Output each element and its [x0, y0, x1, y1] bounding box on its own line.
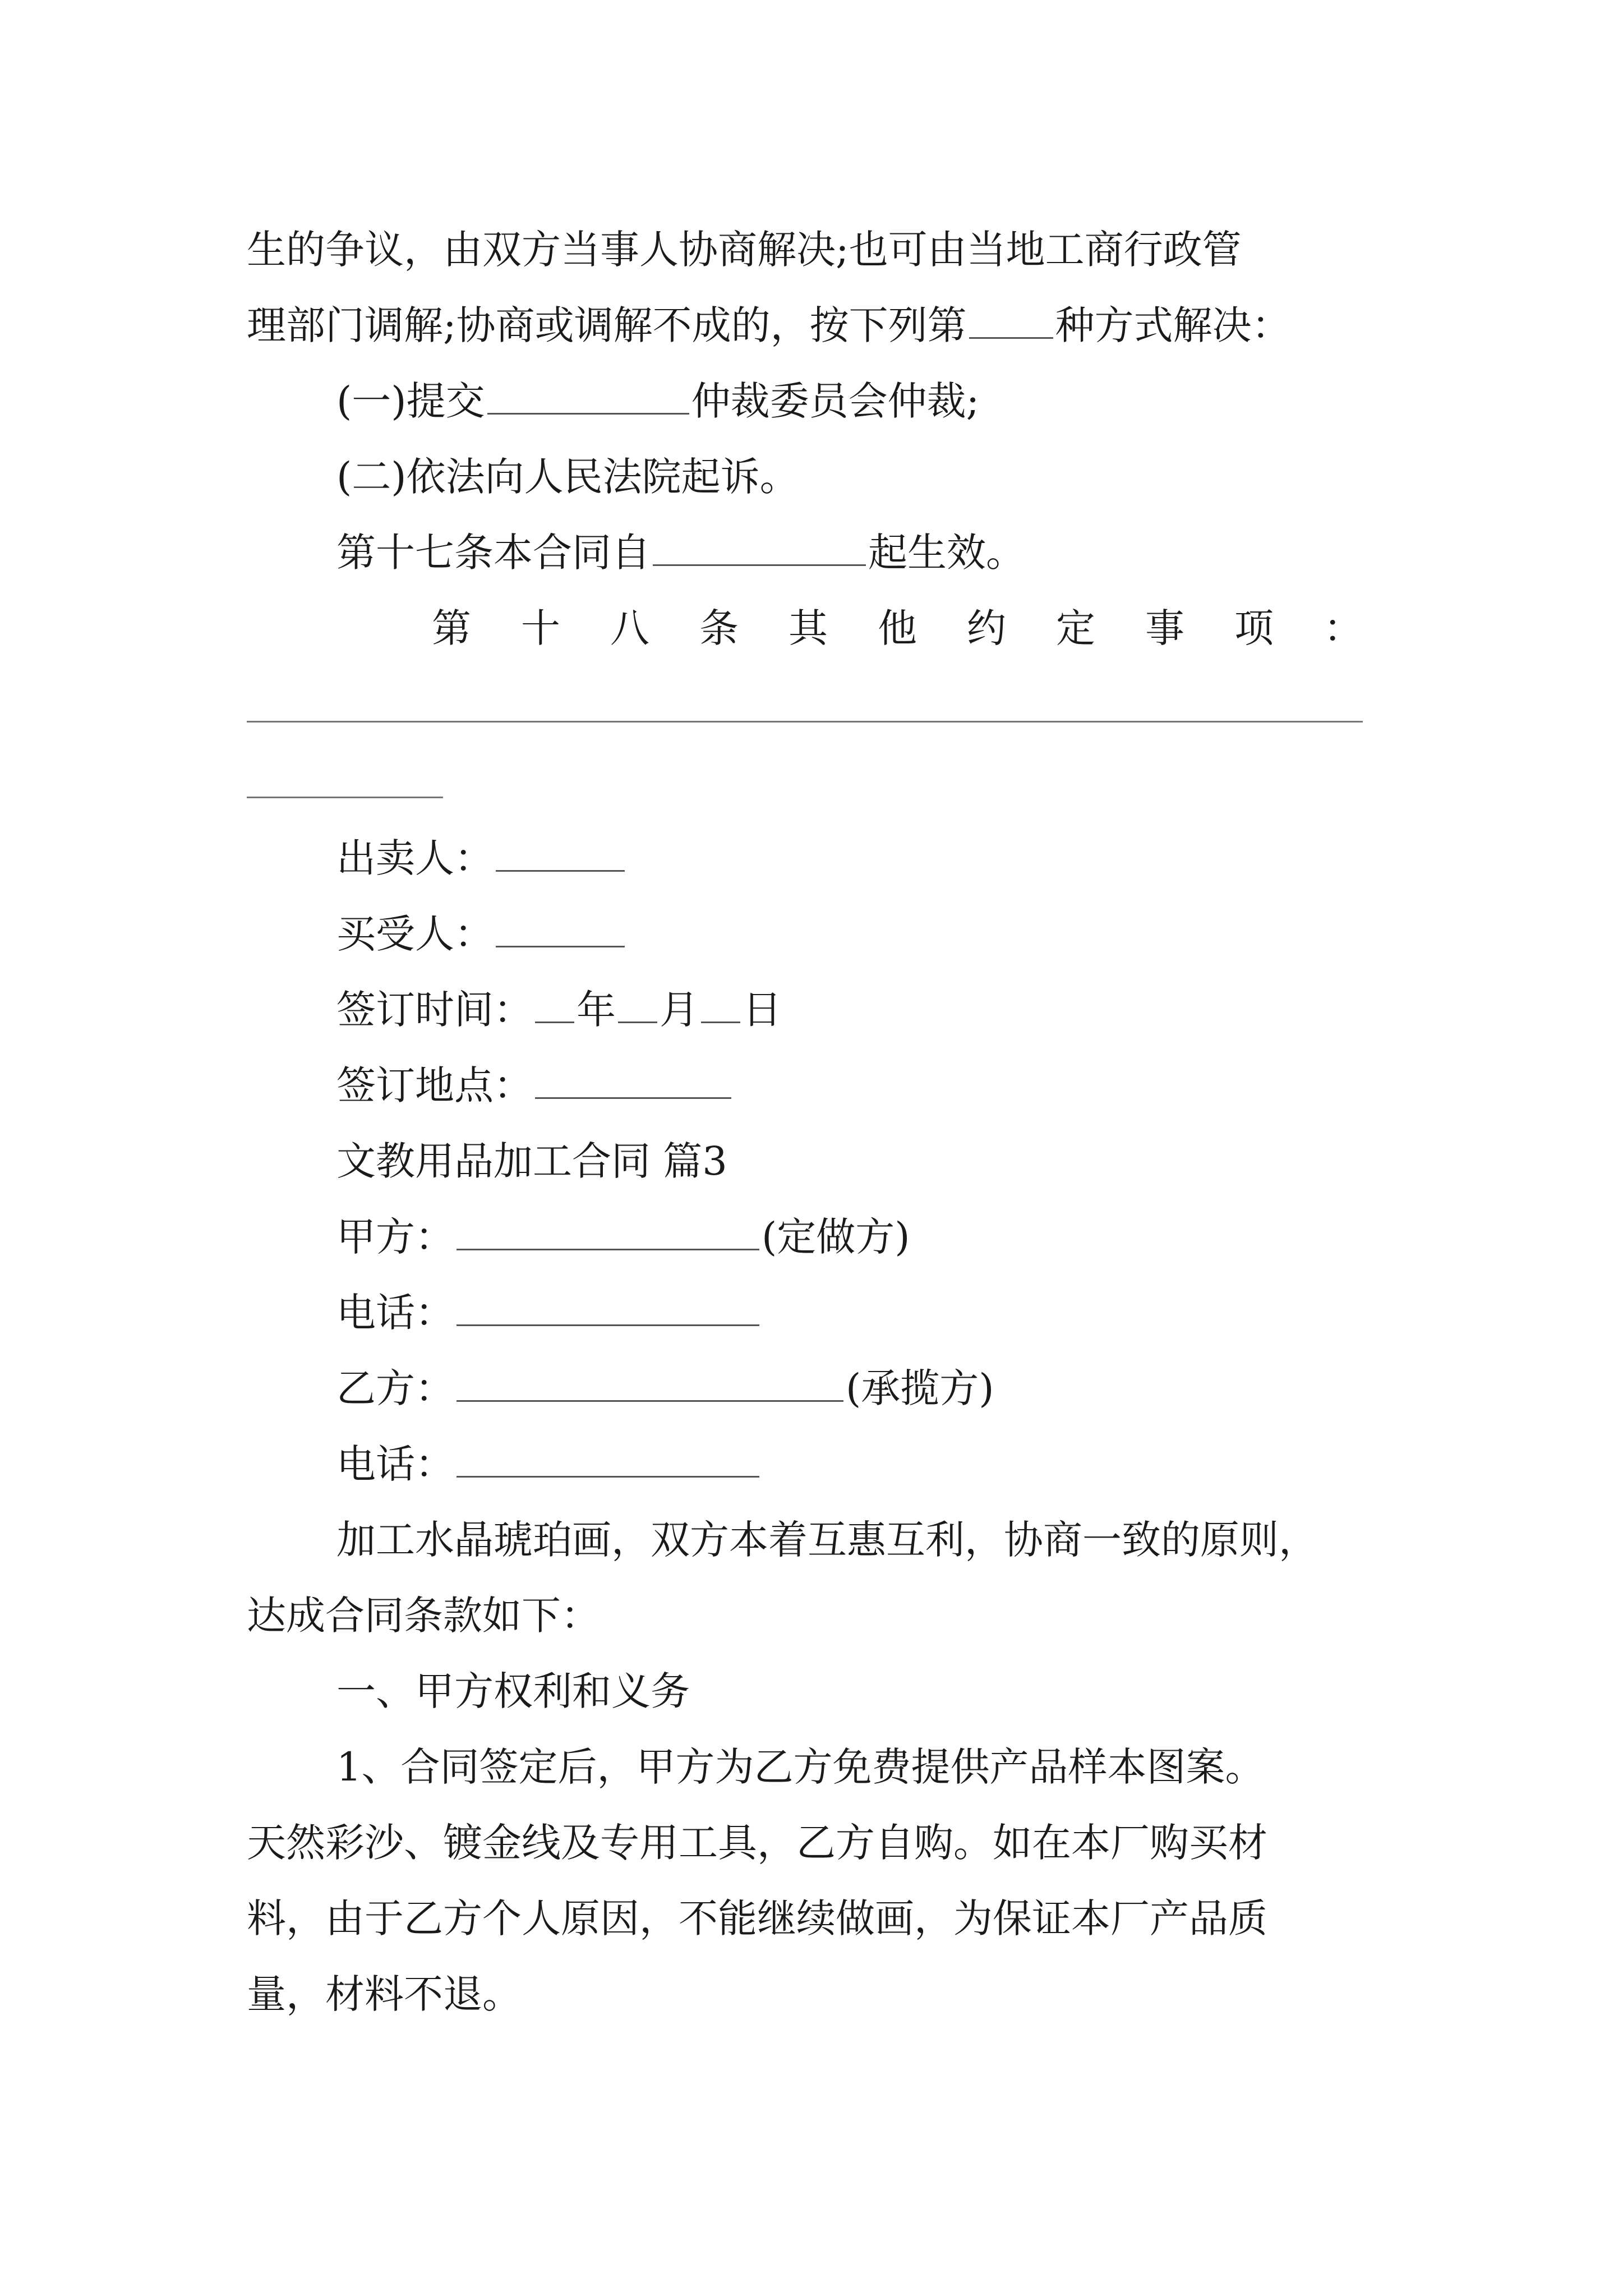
party-a-role: (定做方)	[762, 1214, 910, 1260]
section-title	[336, 1133, 727, 1189]
text-line	[336, 1512, 1318, 1568]
text-line	[247, 1815, 1267, 1871]
text-line	[247, 1966, 522, 2022]
spaced-char: 十	[521, 605, 560, 651]
spaced-char: 约	[967, 605, 1006, 651]
month-label: 月	[660, 987, 699, 1033]
buyer-line	[336, 906, 627, 962]
party-b-line	[336, 1360, 994, 1416]
text-span: 起生效。	[868, 530, 1025, 576]
fill-blank	[535, 989, 574, 1023]
text-span: 种方式解决：	[1055, 302, 1291, 348]
text-span: 量，材料不退。	[247, 1971, 522, 2017]
seller-label: 出卖人：	[336, 835, 494, 881]
seller-line	[336, 830, 627, 886]
sign-place-label: 签订地点：	[336, 1062, 533, 1108]
fill-blank	[535, 1065, 731, 1099]
text-span: 1、合同签定后，甲方为乙方免费提供产品样本图案。	[336, 1744, 1265, 1790]
text-span: 生的争议，由双方当事人协商解决;也可由当地工商行政管	[247, 227, 1242, 273]
spaced-char: 条	[699, 605, 739, 651]
heading-text: 一、甲方权利和义务	[336, 1668, 690, 1714]
day-label: 日	[743, 987, 782, 1033]
spaced-char: 事	[1145, 605, 1184, 651]
spaced-char: 八	[610, 605, 649, 651]
sign-place-line	[336, 1057, 734, 1114]
blank-rule-long	[247, 721, 1363, 723]
text-span: 达成合同条款如下：	[247, 1593, 600, 1639]
party-a-line	[336, 1209, 910, 1265]
fill-blank	[487, 380, 689, 415]
text-line	[336, 1739, 1265, 1795]
text-line	[336, 449, 799, 505]
party-b-role: (承揽方)	[846, 1365, 994, 1411]
text-span: 第十七条本合同自	[336, 530, 651, 576]
text-line	[336, 373, 979, 429]
text-span: 理部门调解;协商或调解不成的，按下列第	[247, 302, 967, 348]
phone-line-2	[336, 1436, 762, 1492]
text-span: 仲裁委员会仲裁;	[691, 378, 980, 424]
text-span: 加工水晶琥珀画，双方本着互惠互利，协商一致的原则，	[336, 1517, 1318, 1563]
text-span: 天然彩沙、镀金线及专用工具，乙方自购。如在本厂购买材	[247, 1820, 1267, 1866]
fill-blank	[618, 989, 657, 1023]
blank-rule-short	[247, 797, 443, 798]
spaced-heading-line	[432, 600, 1363, 656]
fill-blank	[496, 913, 625, 947]
buyer-label: 买受人：	[336, 911, 494, 957]
text-line	[336, 524, 1025, 581]
text-span: (一)提交	[336, 378, 485, 424]
fill-blank	[457, 1292, 759, 1326]
party-a-label: 甲方：	[336, 1214, 454, 1260]
fill-blank	[653, 532, 866, 566]
spaced-char: 定	[1056, 605, 1095, 651]
text-span: (二)依法向人民法院起诉。	[336, 454, 799, 500]
spaced-char: 项	[1234, 605, 1274, 651]
spaced-char: 其	[789, 605, 828, 651]
year-label: 年	[577, 987, 616, 1033]
text-line	[247, 222, 1242, 278]
text-line	[247, 1890, 1267, 1947]
text-line	[247, 297, 1291, 353]
party-b-label: 乙方：	[336, 1365, 454, 1411]
sign-time-line	[336, 982, 782, 1038]
spaced-char: 他	[878, 605, 917, 651]
spaced-char: 第	[432, 605, 471, 651]
text-span: 料，由于乙方个人原因，不能继续做画，为保证本厂产品质	[247, 1895, 1267, 1941]
heading-line	[336, 1663, 690, 1719]
phone-label: 电话：	[336, 1290, 454, 1336]
spaced-char: ：	[1324, 605, 1363, 651]
sign-time-label: 签订时间：	[336, 987, 533, 1033]
fill-blank	[496, 838, 625, 872]
text-line	[247, 1588, 600, 1644]
section-title-text: 文教用品加工合同 篇3	[336, 1138, 727, 1184]
phone-label: 电话：	[336, 1441, 454, 1487]
fill-blank	[457, 1368, 843, 1402]
phone-line-1	[336, 1285, 762, 1341]
fill-blank	[457, 1443, 759, 1478]
fill-blank	[969, 305, 1053, 339]
fill-blank	[701, 989, 740, 1023]
fill-blank	[457, 1216, 759, 1250]
